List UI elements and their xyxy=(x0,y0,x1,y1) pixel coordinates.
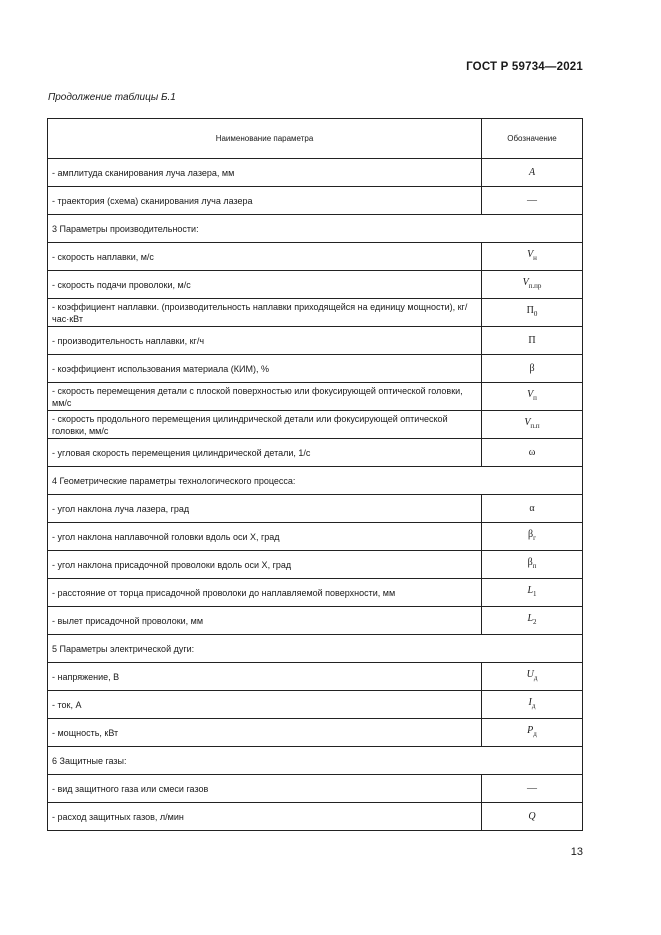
parameter-symbol xyxy=(482,243,583,271)
table-row xyxy=(48,691,583,719)
symbol-subscript: 2 xyxy=(533,618,537,626)
table-row xyxy=(48,383,583,411)
section-row xyxy=(48,215,583,243)
parameter-name: - скорость подачи проволоки, м/с xyxy=(48,271,482,299)
parameter-name: - траектория (схема) сканирования луча лазера xyxy=(48,187,482,215)
parameter-symbol xyxy=(482,495,583,523)
table-row xyxy=(48,607,583,635)
table-row xyxy=(48,327,583,355)
parameter-name: - скорость перемещения детали с плоской поверхностью или фокусирующей оптической головки, мм/с xyxy=(48,383,482,411)
parameter-name: - амплитуда сканирования луча лазера, мм xyxy=(48,159,482,187)
table-row xyxy=(48,551,583,579)
table-row xyxy=(48,271,583,299)
table-row xyxy=(48,299,583,327)
parameter-symbol xyxy=(482,299,583,327)
symbol-main: β xyxy=(528,529,534,540)
symbol-main: U xyxy=(526,669,534,680)
parameter-name: - коэффициент использования материала (КИМ), % xyxy=(48,355,482,383)
parameter-symbol xyxy=(482,579,583,607)
parameter-symbol xyxy=(482,775,583,803)
symbol-main: I xyxy=(528,697,532,708)
parameter-symbol xyxy=(482,159,583,187)
parameter-symbol xyxy=(482,327,583,355)
symbol-subscript: 0 xyxy=(533,310,538,318)
column-header-parameter: Наименование параметра xyxy=(48,119,482,159)
table-row xyxy=(48,439,583,467)
parameter-name: - коэффициент наплавки. (производительность наплавки приходящейся на единицу мощности), кг/час·кВт xyxy=(48,299,482,327)
table-row xyxy=(48,243,583,271)
symbol-main: β xyxy=(529,362,535,374)
section-row xyxy=(48,467,583,495)
symbol-main: П xyxy=(526,305,534,316)
table-row xyxy=(48,663,583,691)
section-title: 5 Параметры электрической дуги: xyxy=(48,635,583,663)
symbol-subscript: д xyxy=(531,702,536,710)
section-title: 3 Параметры производительности: xyxy=(48,215,583,243)
parameter-name: - угловая скорость перемещения цилиндрической детали, 1/с xyxy=(48,439,482,467)
symbol-main: V xyxy=(522,277,529,288)
table-row xyxy=(48,159,583,187)
parameter-symbol xyxy=(482,803,583,831)
symbol-main: V xyxy=(527,249,534,260)
section-row xyxy=(48,747,583,775)
parameter-name: - угол наклона наплавочной головки вдоль оси X, град xyxy=(48,523,482,551)
symbol-subscript: п.п xyxy=(530,422,540,430)
parameter-symbol xyxy=(482,439,583,467)
parameter-symbol xyxy=(482,523,583,551)
section-title: 6 Защитные газы: xyxy=(48,747,583,775)
symbol-main: L xyxy=(527,613,534,624)
symbol-subscript: п xyxy=(533,394,537,402)
table-row xyxy=(48,803,583,831)
section-title: 4 Геометрические параметры технологического процесса: xyxy=(48,467,583,495)
symbol-main: V xyxy=(524,417,531,428)
parameter-name: - вид защитного газа или смеси газов xyxy=(48,775,482,803)
symbol-subscript: н xyxy=(533,254,537,262)
symbol-main: V xyxy=(527,389,534,400)
symbol-subscript: д xyxy=(533,674,538,682)
standard-number: ГОСТ Р 59734—2021 xyxy=(466,61,583,73)
symbol-main: A xyxy=(528,166,536,178)
parameters-table xyxy=(47,118,583,831)
table-row xyxy=(48,579,583,607)
symbol-main: P xyxy=(527,725,534,736)
table-row xyxy=(48,411,583,439)
table-row xyxy=(48,719,583,747)
parameter-name: - расход защитных газов, л/мин xyxy=(48,803,482,831)
parameter-symbol xyxy=(482,271,583,299)
table-row xyxy=(48,187,583,215)
parameter-name: - вылет присадочной проволоки, мм xyxy=(48,607,482,635)
parameter-name: - угол наклона луча лазера, град xyxy=(48,495,482,523)
table-row xyxy=(48,775,583,803)
parameter-symbol xyxy=(482,187,583,215)
parameter-name: - расстояние от торца присадочной проволоки до наплавляемой поверхности, мм xyxy=(48,579,482,607)
parameter-symbol xyxy=(482,607,583,635)
page-number: 13 xyxy=(570,846,583,858)
symbol-main: — xyxy=(527,782,537,794)
symbol-main: П xyxy=(528,334,536,346)
parameter-symbol xyxy=(482,691,583,719)
table-row xyxy=(48,355,583,383)
symbol-subscript: д xyxy=(533,730,537,738)
table-header-row xyxy=(48,119,583,159)
symbol-subscript: п.пр xyxy=(528,282,542,290)
parameter-symbol xyxy=(482,383,583,411)
parameter-name: - производительность наплавки, кг/ч xyxy=(48,327,482,355)
parameter-name: - скорость продольного перемещения цилиндрической детали или фокусирующей оптической головки, мм/с xyxy=(48,411,482,439)
table-row xyxy=(48,495,583,523)
column-header-symbol: Обозначение xyxy=(482,119,583,159)
parameter-name: - скорость наплавки, м/с xyxy=(48,243,482,271)
table-continuation-caption: Продолжение таблицы Б.1 xyxy=(48,92,176,103)
symbol-main: — xyxy=(527,194,537,206)
parameter-symbol xyxy=(482,663,583,691)
symbol-subscript: г xyxy=(533,534,536,542)
symbol-main: β xyxy=(527,557,533,568)
parameter-symbol xyxy=(482,355,583,383)
parameter-name: - ток, А xyxy=(48,691,482,719)
symbol-main: Q xyxy=(528,810,536,822)
symbol-subscript: п xyxy=(532,562,537,570)
parameter-symbol xyxy=(482,551,583,579)
symbol-main: L xyxy=(527,585,534,596)
symbol-main: ω xyxy=(528,446,536,458)
symbol-subscript: 1 xyxy=(533,590,537,598)
table-row xyxy=(48,523,583,551)
parameter-symbol xyxy=(482,719,583,747)
parameter-name: - угол наклона присадочной проволоки вдоль оси X, град xyxy=(48,551,482,579)
symbol-main: α xyxy=(529,502,535,514)
parameter-symbol xyxy=(482,411,583,439)
section-row xyxy=(48,635,583,663)
parameter-name: - напряжение, В xyxy=(48,663,482,691)
parameter-name: - мощность, кВт xyxy=(48,719,482,747)
